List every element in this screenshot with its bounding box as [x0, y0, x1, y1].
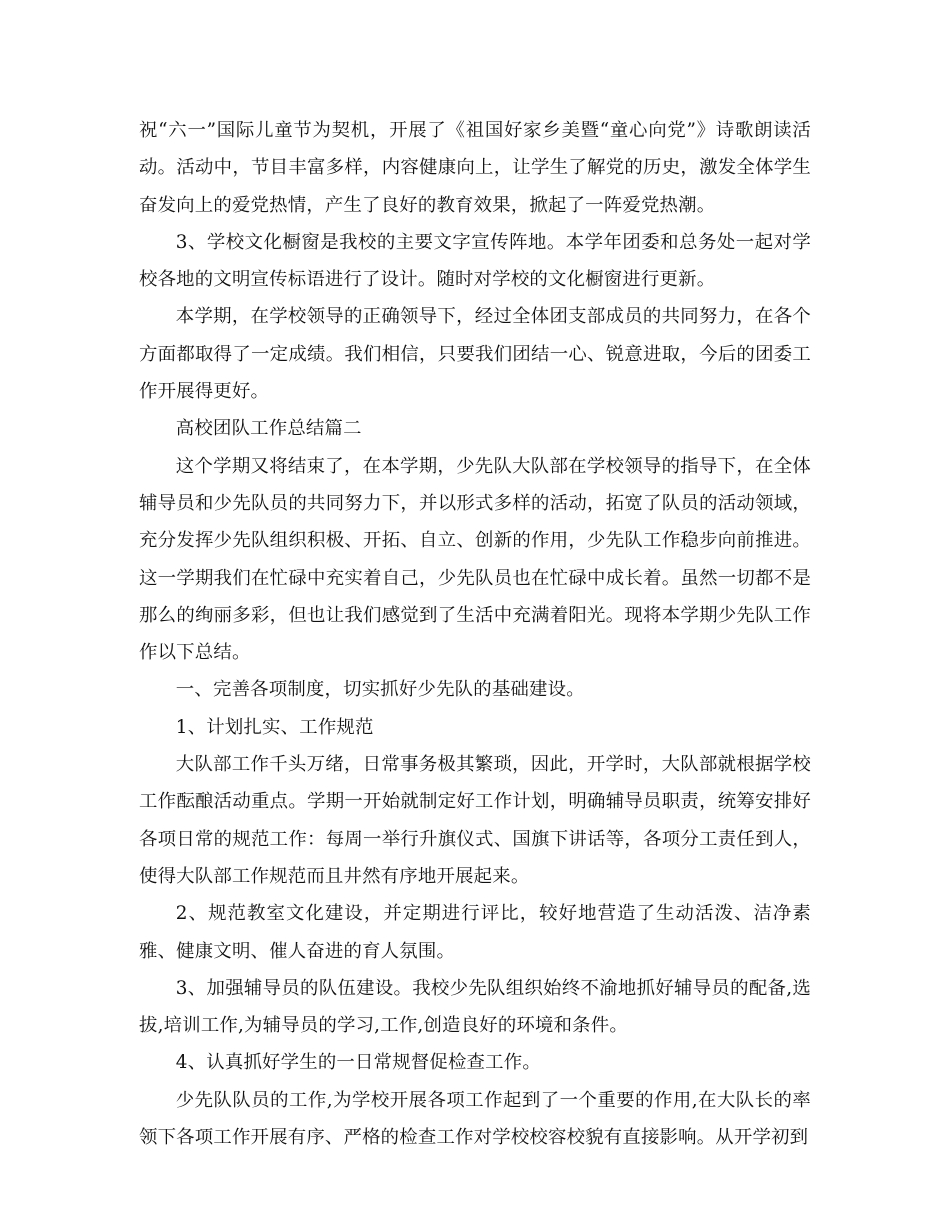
- paragraph: 本学期，在学校领导的正确领导下，经过全体团支部成员的共同努力，在各个方面都取得了一定成绩。我们相信，只要我们团结一心、锐意进取，今后的团委工作开展得更好。: [139, 306, 811, 403]
- paragraph: 大队部工作千头万绪，日常事务极其繁琐，因此，开学时，大队部就根据学校工作酝酿活动重点。学期一开始就制定好工作计划，明确辅导员职责，统筹安排好各项日常的规范工作：每周一举行升旗仪式、国旗下讲话等，各项分工责任到人，使得大队部工作规范而且井然有序地开展起来。: [139, 754, 811, 887]
- paragraph: 3、学校文化橱窗是我校的主要文字宣传阵地。本学年团委和总务处一起对学校各地的文明宣传标语进行了设计。随时对学校的文化橱窗进行更新。: [139, 231, 811, 291]
- paragraph: 祝“六一”国际儿童节为契机，开展了《祖国好家乡美暨“童心向党”》诗歌朗读活动。活动中，节目丰富多样，内容健康向上，让学生了解党的历史，激发全体学生奋发向上的爱党热情，产生了良好的教育效果，掀起了一阵爱党热潮。: [139, 120, 811, 216]
- document-body: [139, 112, 811, 1156]
- paragraph: 少先队队员的工作,为学校开展各项工作起到了一个重要的作用,在大队长的率领下各项工作开展有序、严格的检查工作对学校校容校貌有直接影响。从开学初到: [139, 1089, 811, 1149]
- paragraph: 这个学期又将结束了，在本学期，少先队大队部在学校领导的指导下，在全体辅导员和少先队员的共同努力下，并以形式多样的活动，拓宽了队员的活动领域，充分发挥少先队组织积极、开拓、自立、创新的作用，少先队工作稳步向前推进。这一学期我们在忙碌中充实着自己，少先队员也在忙碌中成长着。虽然一切都不是那么的绚丽多彩，但也让我们感觉到了生活中充满着阳光。现将本学期少先队工作作以下总结。: [139, 455, 811, 664]
- paragraph: 3、加强辅导员的队伍建设。我校少先队组织始终不渝地抓好辅导员的配备,选拔,培训工作,为辅导员的学习,工作,创造良好的环境和条件。: [139, 977, 811, 1037]
- paragraph: 2、规范教室文化建设，并定期进行评比，较好地营造了生动活泼、洁净素雅、健康文明、催人奋进的育人氛围。: [139, 903, 811, 962]
- section-heading: 高校团队工作总结篇二: [175, 418, 362, 440]
- paragraph: 4、认真抓好学生的一日常规督促检查工作。: [175, 1052, 541, 1074]
- paragraph: 1、计划扎实、工作规范: [175, 716, 374, 738]
- paragraph: 一、完善各项制度，切实抓好少先队的基础建设。: [175, 679, 585, 701]
